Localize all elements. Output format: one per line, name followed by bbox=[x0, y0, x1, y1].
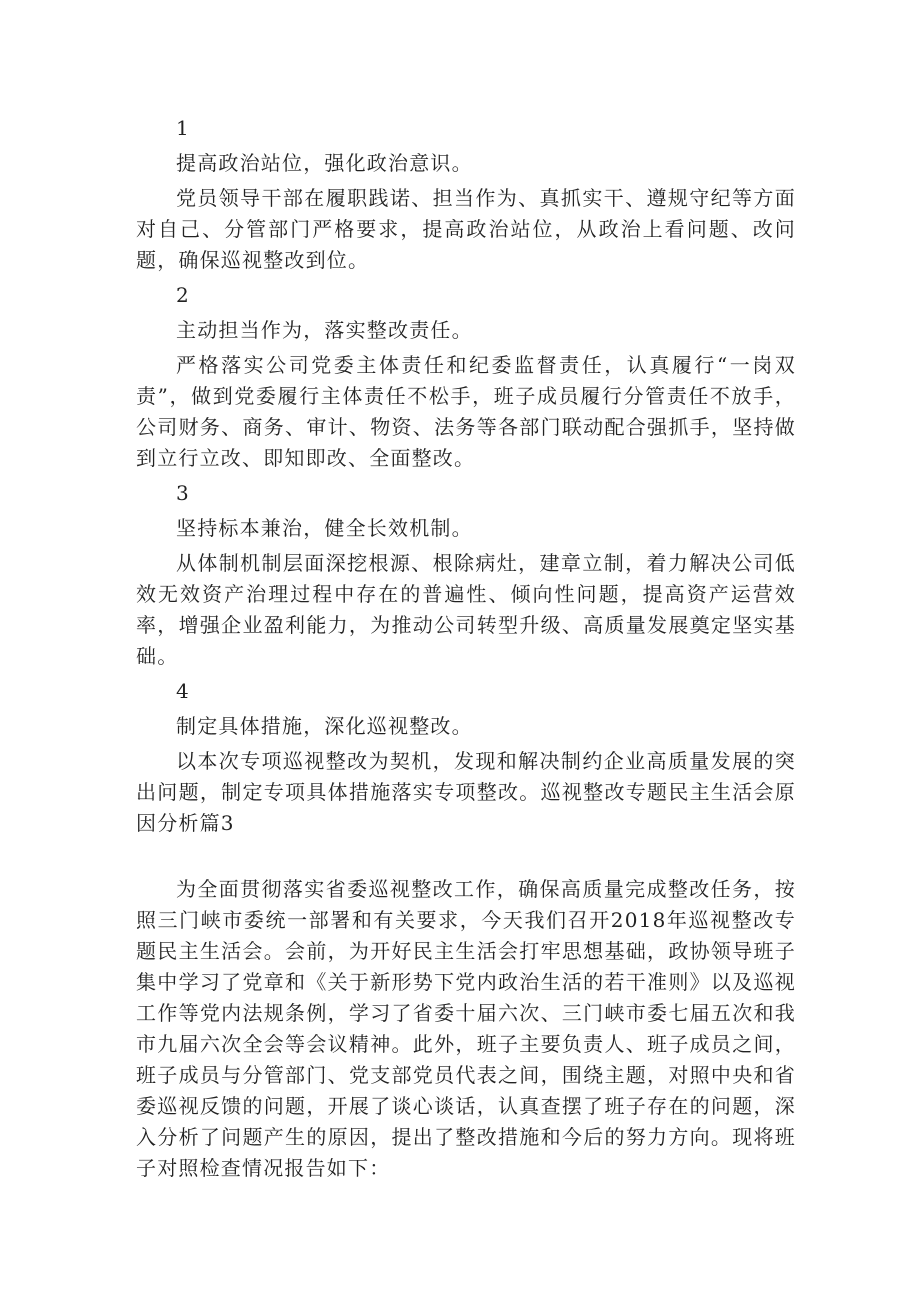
section-body: 从体制机制层面深挖根源、根除病灶，建章立制，着力解决公司低效无效资产治理过程中存在的普遍性、倾向性问题，提高资产运营效率，增强企业盈利能力，为推动公司转型升级、高质量发展奠定坚实基础。 bbox=[136, 551, 796, 668]
section-heading: 主动担当作为，落实整改责任。 bbox=[176, 318, 473, 342]
section-number: 2 bbox=[176, 283, 189, 307]
section-number: 4 bbox=[176, 679, 189, 703]
section-heading: 坚持标本兼治，健全长效机制。 bbox=[176, 516, 473, 540]
section-body: 党员领导干部在履职践诺、担当作为、真抓实干、遵规守纪等方面对自己、分管部门严格要求，提高政治站位，从政治上看问题、改问题，确保巡视整改到位。 bbox=[136, 186, 796, 272]
blank-line bbox=[136, 843, 796, 874]
section-number: 1 bbox=[176, 116, 189, 140]
closing-paragraph: 为全面贯彻落实省委巡视整改工作，确保高质量完成整改任务，按照三门峡市委统一部署和有关要求，今天我们召开2018年巡视整改专题民主生活会。会前，为开好民主生活会打牢思想基础，政协领导班子集中学习了党章和《关于新形势下党内政治生活的若干准则》以及巡视工作等党内法规条例，学习了省委十届六次、三门峡市委七届五次和我市九届六次全会等会议精神。此外，班子主要负责人、班子成员之间，班子成员与分管部门、党支部党员代表之间，围绕主题，对照中央和省委巡视反馈的问题，开展了谈心谈话，认真查摆了班子存在的问题，深入分析了问题产生的原因，提出了整改措施和今后的努力方向。现将班子对照检查情况报告如下： bbox=[136, 877, 796, 1180]
section-heading: 提高政治站位，强化政治意识。 bbox=[176, 151, 473, 175]
section-heading: 制定具体措施，深化巡视整改。 bbox=[176, 714, 473, 738]
section-body: 严格落实公司党委主体责任和纪委监督责任，认真履行“一岗双责”，做到党委履行主体责任不松手，班子成员履行分管责任不放手，公司财务、商务、审计、物资、法务等各部门联动配合强抓手，坚持做到立行立改、即知即改、全面整改。 bbox=[136, 353, 796, 470]
section-body: 以本次专项巡视整改为契机，发现和解决制约企业高质量发展的突出问题，制定专项具体措施落实专项整改。巡视整改专题民主生活会原因分析篇3 bbox=[136, 749, 796, 835]
section-number: 3 bbox=[176, 481, 189, 505]
document-page bbox=[136, 113, 796, 1188]
